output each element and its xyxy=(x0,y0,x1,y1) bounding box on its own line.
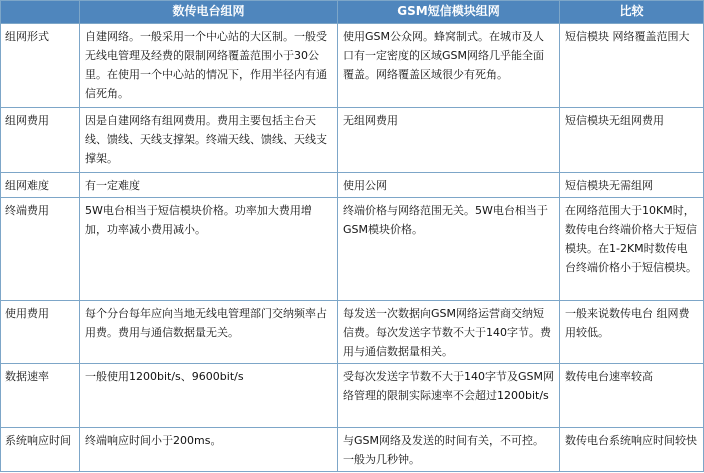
table-cell: 短信模块 网络覆盖范围大 xyxy=(560,24,704,108)
table-cell: 使用公网 xyxy=(338,173,560,198)
table-cell: 一般使用1200bit/s、9600bit/s xyxy=(80,364,338,428)
row-label: 组网费用 xyxy=(1,108,80,173)
table-cell: 终端价格与网络范围无关。5W电台相当于GSM模块价格。 xyxy=(338,198,560,301)
table-cell: 终端响应时间小于200ms。 xyxy=(80,428,338,472)
table-row xyxy=(1,428,704,472)
table-cell: 因是自建网络有组网费用。费用主要包括主台天线、馈线、天线支撑架。终端天线、馈线、天线支撑架。 xyxy=(80,108,338,173)
table-row xyxy=(1,364,704,428)
table-row xyxy=(1,301,704,364)
header-comparison: 比较 xyxy=(560,1,704,24)
table-cell: 5W电台相当于短信模块价格。功率加大费用增加，功率减小费用减小。 xyxy=(80,198,338,301)
row-label: 组网形式 xyxy=(1,24,80,108)
header-gsm-network: GSM短信模块组网 xyxy=(338,1,560,24)
table-cell: 在网络范围大于10KM时，数传电台终端价格大于短信模块。在1-2KM时数传电台终端价格小于短信模块。 xyxy=(560,198,704,301)
row-label: 系统响应时间 xyxy=(1,428,80,472)
table-cell: 短信模块无组网费用 xyxy=(560,108,704,173)
table-cell: 无组网费用 xyxy=(338,108,560,173)
table-cell: 有一定难度 xyxy=(80,173,338,198)
table-cell: 自建网络。一般采用一个中心站的大区制。一般受无线电管理及经费的限制网络覆盖范围小于30公里。在使用一个中心站的情况下，作用半径内有通信死角。 xyxy=(80,24,338,108)
table-cell: 短信模块无需组网 xyxy=(560,173,704,198)
table-cell: 每发送一次数据向GSM网络运营商交纳短信费。每次发送字节数不大于140字节。费用与通信数据量相关。 xyxy=(338,301,560,364)
row-label: 组网难度 xyxy=(1,173,80,198)
table-cell: 数传电台系统响应时间较快 xyxy=(560,428,704,472)
table-cell: 受每次发送字节数不大于140字节及GSM网络管理的限制实际速率不会超过1200bit/s xyxy=(338,364,560,428)
row-label: 使用费用 xyxy=(1,301,80,364)
table-cell: 使用GSM公众网。蜂窝制式。在城市及人口有一定密度的区域GSM网络几乎能全面覆盖。网络覆盖区域很少有死角。 xyxy=(338,24,560,108)
table-row xyxy=(1,24,704,108)
header-radio-network: 数传电台组网 xyxy=(80,1,338,24)
table-header-row xyxy=(1,1,704,24)
table-cell: 数传电台速率较高 xyxy=(560,364,704,428)
table-cell: 一般来说数传电台 组网费用较低。 xyxy=(560,301,704,364)
table-row xyxy=(1,108,704,173)
row-label: 终端费用 xyxy=(1,198,80,301)
header-corner xyxy=(1,1,80,24)
table-cell: 与GSM网络及发送的时间有关，不可控。一般为几秒钟。 xyxy=(338,428,560,472)
table-cell: 每个分台每年应向当地无线电管理部门交纳频率占用费。费用与通信数据量无关。 xyxy=(80,301,338,364)
table-row xyxy=(1,173,704,198)
row-label: 数据速率 xyxy=(1,364,80,428)
table-row xyxy=(1,198,704,301)
